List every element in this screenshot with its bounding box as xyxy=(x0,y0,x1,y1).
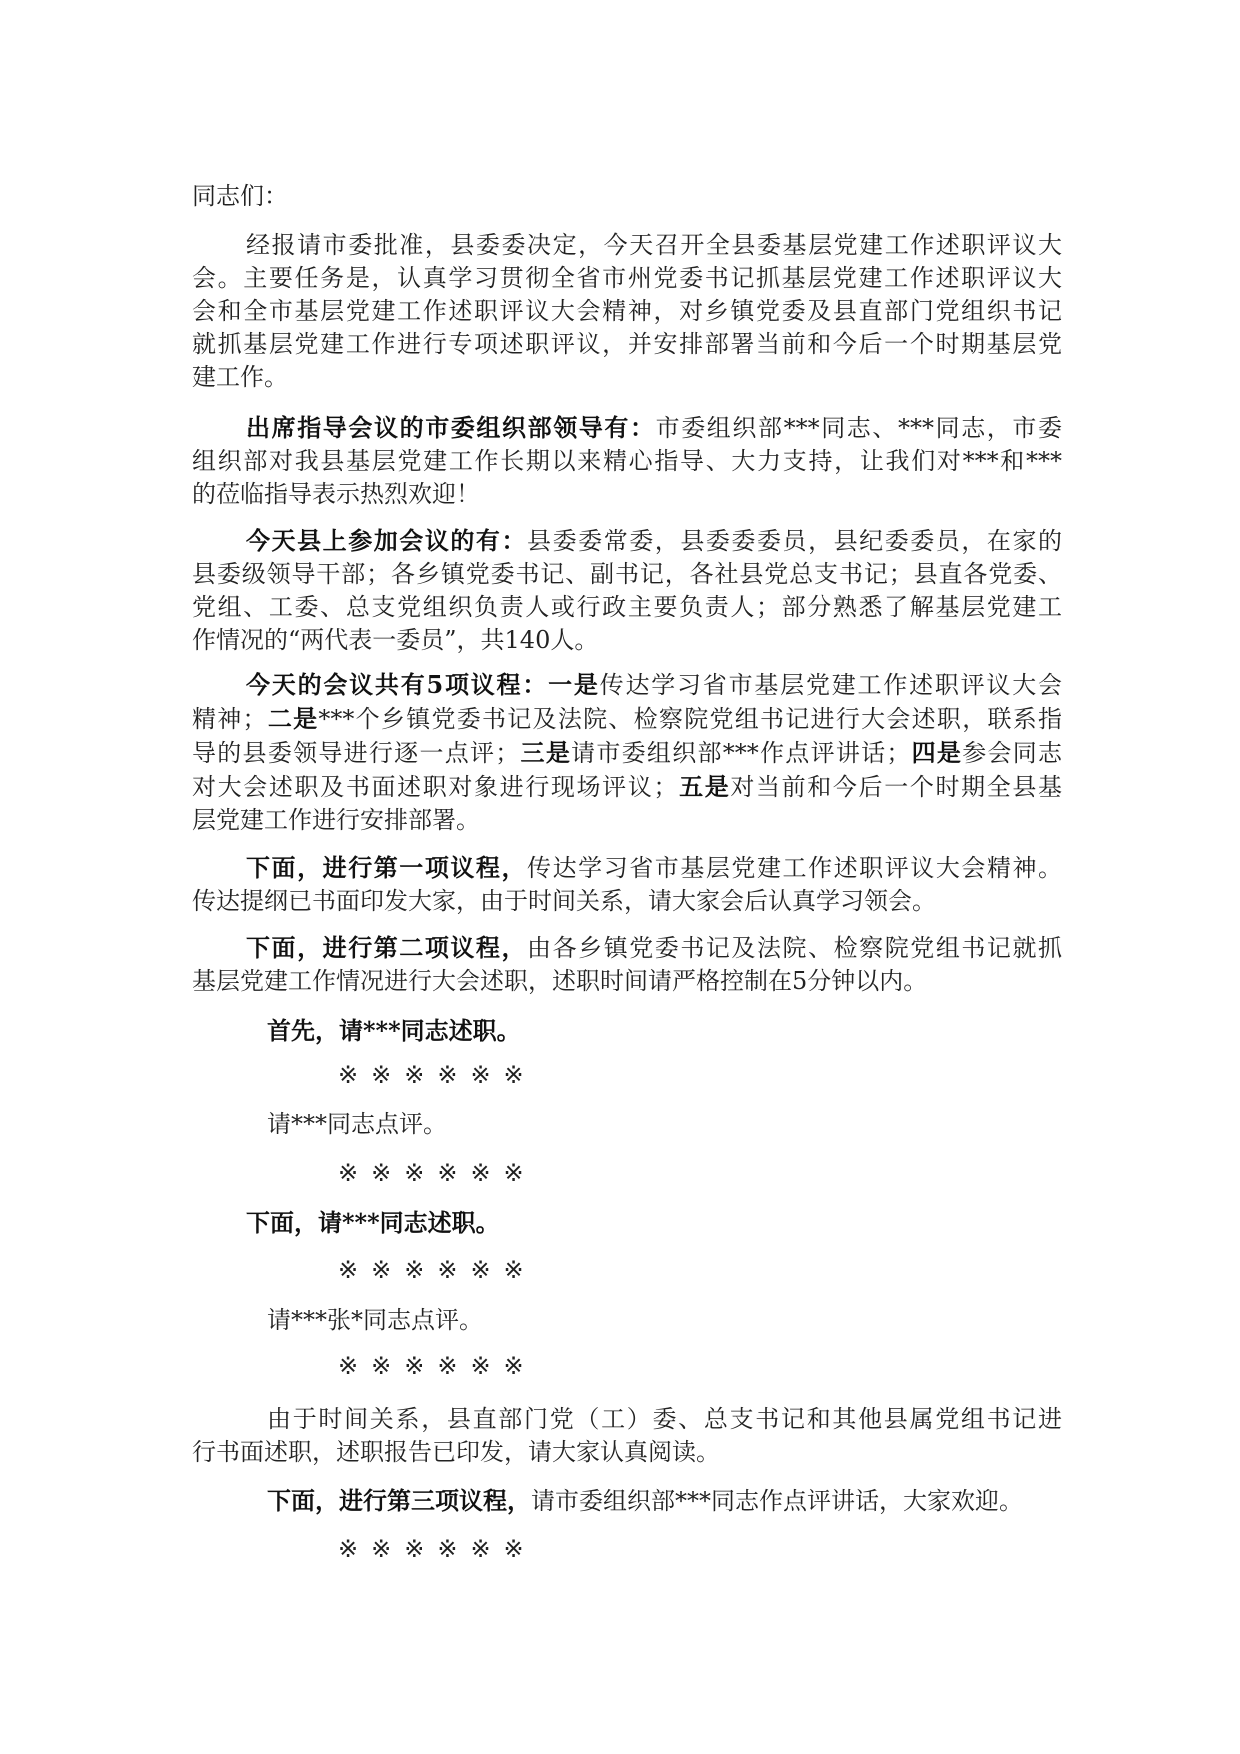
bold-text: 今天县上参加会议的有： xyxy=(246,526,528,555)
text-line xyxy=(192,361,1062,394)
text-line xyxy=(192,885,1062,918)
paragraph xyxy=(192,1484,1062,1518)
paragraph xyxy=(192,1059,1062,1092)
body-text: 请***同志点评。 xyxy=(267,1110,447,1138)
body-text: 传达学习省市基层党建工作述职评议大会 xyxy=(599,671,1062,699)
paragraph xyxy=(192,229,1062,394)
body-text: 党组、工委、总支党组织负责人或行政主要负责人；部分熟悉了解基层党建工 xyxy=(192,593,1062,621)
bold-text: 下面，进行第一项议程， xyxy=(246,853,528,882)
text-line xyxy=(192,624,1062,657)
text-line xyxy=(192,1304,1062,1337)
paragraph xyxy=(192,851,1062,918)
body-text: 县委级领导干部；各乡镇党委书记、副书记，各社县党总支书记；县直各党委、 xyxy=(192,560,1062,588)
bold-text: 四是 xyxy=(910,738,963,767)
text-line xyxy=(192,770,1062,804)
paragraph xyxy=(192,931,1062,998)
separator-line xyxy=(192,1533,1062,1566)
text-line xyxy=(192,1484,1062,1518)
body-text: 经报请市委批准，县委委决定，今天召开全县委基层党建工作述职评议大 xyxy=(246,231,1062,259)
text-line xyxy=(192,524,1062,558)
body-text: 请***张*同志点评。 xyxy=(267,1306,483,1334)
body-text: 对当前和今后一个时期全县基 xyxy=(730,773,1063,801)
body-text: 层党建工作进行安排部署。 xyxy=(192,806,480,834)
body-text: 参会同志 xyxy=(962,739,1063,767)
text-line xyxy=(192,804,1062,837)
bold-text: 首先，请***同志述职。 xyxy=(267,1016,521,1045)
bold-text: 二是 xyxy=(266,704,319,733)
body-text: 会和全市基层党建工作述职评议大会精神，对乡镇党委及县直部门党组织书记 xyxy=(192,297,1062,325)
body-text: 就抓基层党建工作进行专项述职评议，并安排部署当前和今后一个时期基层党 xyxy=(192,330,1062,358)
body-text: ※※※※※※ xyxy=(338,1352,537,1380)
text-line xyxy=(192,1206,1062,1240)
body-text: 基层党建工作情况进行大会述职，述职时间请严格控制在5分钟以内。 xyxy=(192,967,928,995)
paragraph xyxy=(192,1304,1062,1337)
paragraph xyxy=(192,668,1062,837)
text-line xyxy=(192,558,1062,591)
body-text: 由于时间关系，县直部门党（工）委、总支书记和其他县属党组书记进 xyxy=(267,1405,1062,1433)
body-text: ***个乡镇党委书记及法院、检察院党组书记进行大会述职，联系指 xyxy=(318,705,1063,733)
body-text: 请市委组织部***作点评讲话； xyxy=(571,739,911,767)
paragraph xyxy=(192,1350,1062,1383)
text-line xyxy=(192,965,1062,998)
paragraph xyxy=(192,411,1062,511)
body-text: 传达提纲已书面印发大家，由于时间关系，请大家会后认真学习领会。 xyxy=(192,887,936,915)
bold-text: 三是 xyxy=(519,738,572,767)
paragraph xyxy=(192,1533,1062,1566)
separator-line xyxy=(192,1254,1062,1287)
text-line xyxy=(192,411,1062,445)
text-line xyxy=(192,262,1062,295)
bold-text: 下面，请***同志述职。 xyxy=(246,1208,500,1237)
paragraph xyxy=(192,180,1062,213)
text-line xyxy=(192,295,1062,328)
paragraph xyxy=(192,1108,1062,1141)
paragraph xyxy=(192,524,1062,657)
separator-line xyxy=(192,1350,1062,1383)
bold-text: 五是 xyxy=(677,772,731,801)
text-line xyxy=(192,1436,1062,1469)
body-text: 市委组织部***同志、***同志，市委 xyxy=(655,414,1063,442)
text-line xyxy=(192,229,1062,262)
body-text: ※※※※※※ xyxy=(338,1535,537,1563)
body-text: 由各乡镇党委书记及法院、检察院党组书记就抓 xyxy=(527,934,1063,962)
paragraph xyxy=(192,1403,1062,1469)
text-line xyxy=(192,591,1062,624)
text-line xyxy=(192,1108,1062,1141)
body-text: 传达学习省市基层党建工作述职评议大会精神。 xyxy=(527,854,1063,882)
text-line xyxy=(192,668,1062,702)
bold-text: 下面，进行第二项议程， xyxy=(246,933,528,962)
text-line xyxy=(192,1403,1062,1436)
paragraph xyxy=(192,1254,1062,1287)
text-line xyxy=(192,478,1062,511)
body-text: 作情况的“两代表一委员”，共140人。 xyxy=(192,626,599,654)
body-text: 导的县委领导进行逐一点评； xyxy=(192,739,520,767)
body-text: 会。主要任务是，认真学习贯彻全省市州党委书记抓基层党建工作述职评议大 xyxy=(192,264,1062,292)
text-line xyxy=(192,931,1062,965)
text-line xyxy=(192,702,1062,736)
bold-text: 今天的会议共有5项议程：一是 xyxy=(246,670,600,699)
bold-text: 出席指导会议的市委组织部领导有： xyxy=(246,413,656,442)
text-line xyxy=(192,328,1062,361)
text-line xyxy=(192,736,1062,770)
separator-line xyxy=(192,1059,1062,1092)
body-text: 建工作。 xyxy=(192,363,288,391)
bold-text: 下面，进行第三项议程， xyxy=(267,1486,531,1515)
text-line xyxy=(192,1014,1062,1048)
body-text: 组织部对我县基层党建工作长期以来精心指导、大力支持，让我们对***和*** xyxy=(192,447,1062,475)
text-line xyxy=(192,851,1062,885)
body-text: ※※※※※※ xyxy=(338,1256,537,1284)
body-text: 请市委组织部***同志作点评讲话，大家欢迎。 xyxy=(531,1487,1023,1515)
text-line xyxy=(192,180,1062,213)
paragraph xyxy=(192,1014,1062,1048)
paragraph xyxy=(192,1206,1062,1240)
body-text: 精神； xyxy=(192,705,267,733)
body-text: ※※※※※※ xyxy=(338,1061,537,1089)
body-text: ※※※※※※ xyxy=(338,1159,537,1187)
text-line xyxy=(192,445,1062,478)
paragraph xyxy=(192,1157,1062,1190)
body-text: 行书面述职，述职报告已印发，请大家认真阅读。 xyxy=(192,1438,720,1466)
body-text: 同志们： xyxy=(192,182,288,210)
body-text: 县委委常委，县委委委员，县纪委委员，在家的 xyxy=(527,527,1063,555)
body-text: 的莅临指导表示热烈欢迎！ xyxy=(192,480,480,508)
separator-line xyxy=(192,1157,1062,1190)
body-text: 对大会述职及书面述职对象进行现场评议； xyxy=(192,773,678,801)
